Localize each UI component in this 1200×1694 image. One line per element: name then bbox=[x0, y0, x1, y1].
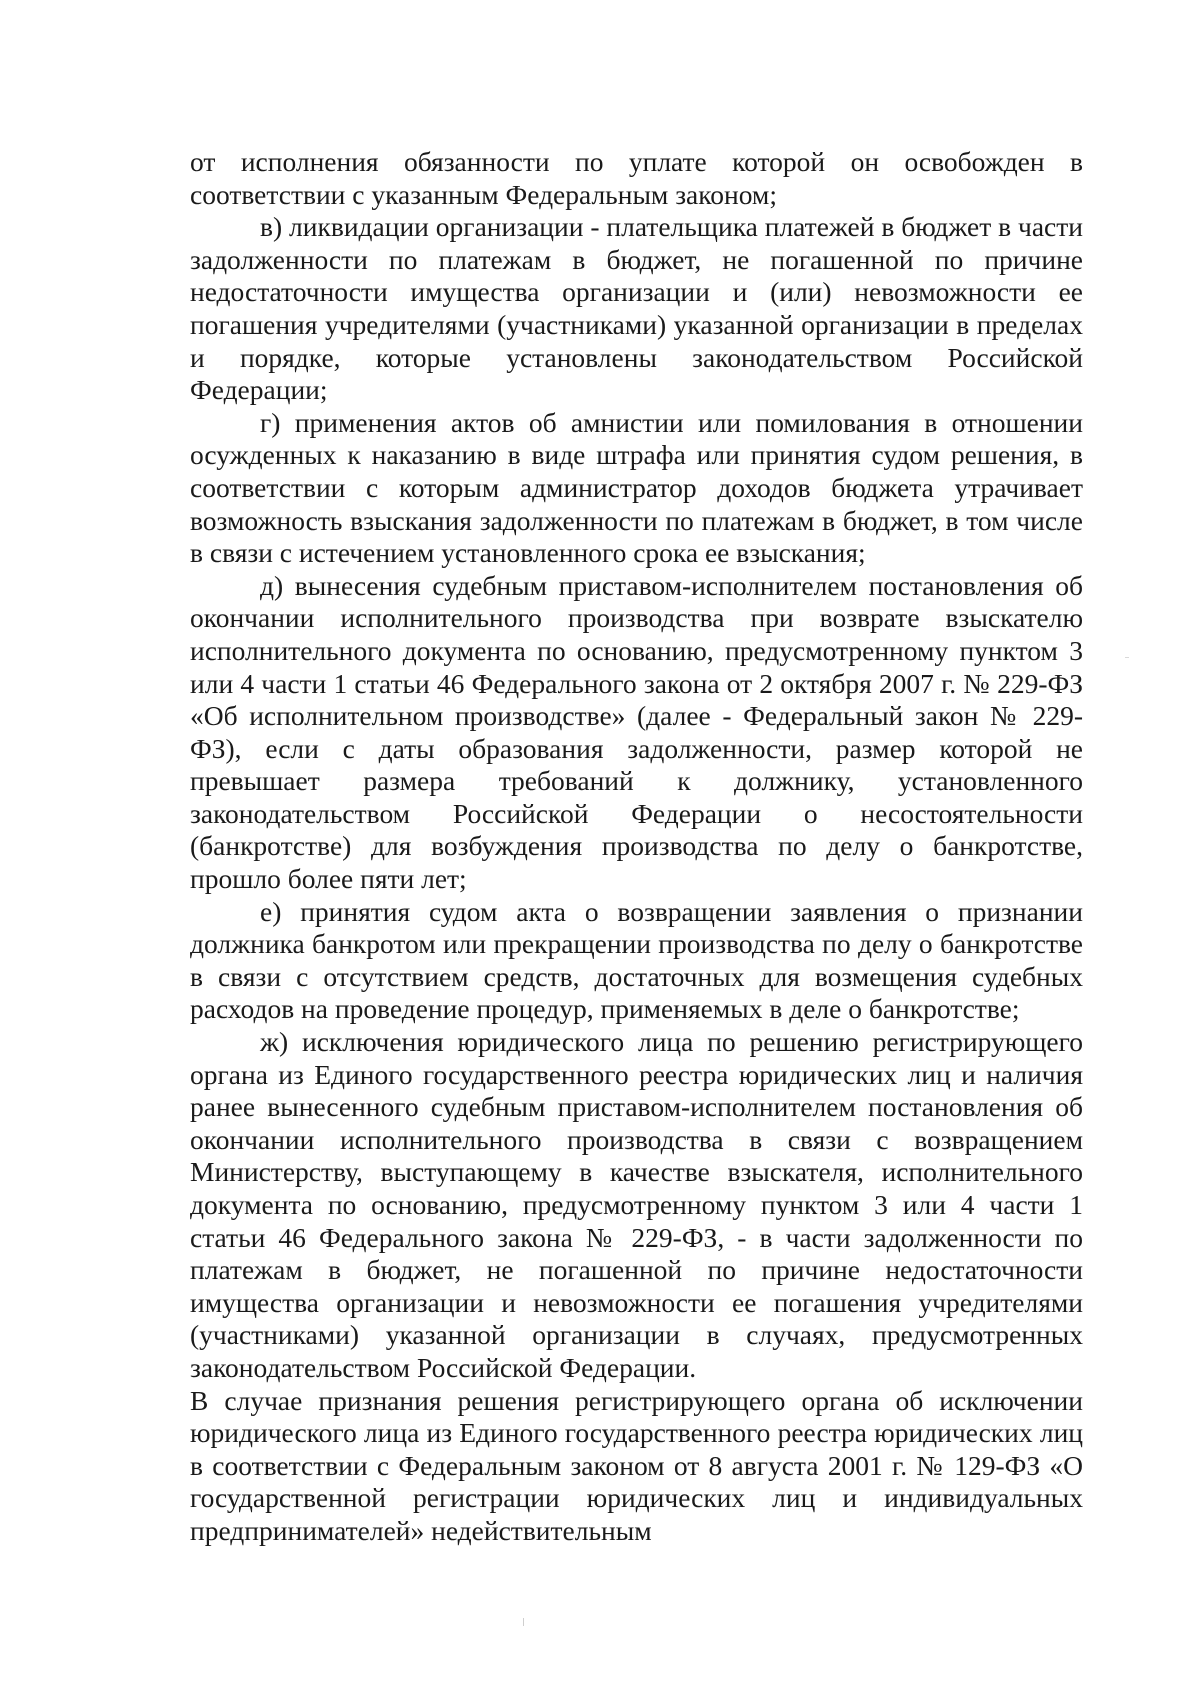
paragraph-item-v: в) ликвидации организации - плательщика платежей в бюджет в части задолженности по платежам в бюджет, не погашенной по причине недостаточности имущества организации и (или) невозможности ее погашения учредителями (участниками) указанной организации в пределах и порядке, которые установлены законодательством Российской Федерации; bbox=[190, 211, 1083, 406]
paragraph-item-e: е) принятия судом акта о возвращении заявления о признании должника банкротом или прекращении производства по делу о банкротстве в связи с отсутствием средств, достаточных для возмещения судебных расходов на проведение процедур, применяемых в деле о банкротстве; bbox=[190, 895, 1083, 1025]
scan-artifact-mark bbox=[1125, 657, 1129, 658]
paragraph-item-g: г) применения актов об амнистии или помилования в отношении осужденных к наказанию в виде штрафа или принятия судом решения, в соответствии с которым администратор доходов бюджета утрачивает возможность взыскания задолженности по платежам в бюджет, в том числе в связи с истечением установленного срока ее взыскания; bbox=[190, 406, 1083, 569]
paragraph-item-d: д) вынесения судебным приставом-исполнителем постановления об окончании исполнительного производства при возврате взыскателю исполнительного документа по основанию, предусмотренному пунктом 3 или 4 части 1 статьи 46 Федерального закона от 2 октября 2007 г. № 229-ФЗ «Об исполнительном производстве» (далее - Федеральный закон № 229-ФЗ), если с даты образования задолженности, размер которой не превышает размера требований к должнику, установленного законодательством Российской Федерации о несостоятельности (банкротстве) для возбуждения производства по делу о банкротстве, прошло более пяти лет; bbox=[190, 569, 1083, 895]
scan-artifact-dot bbox=[523, 1618, 524, 1626]
paragraph-final: В случае признания решения регистрирующего органа об исключении юридического лица из Единого государственного реестра юридических лиц в соответствии с Федеральным законом от 8 августа 2001 г. № 129-ФЗ «О государственной регистрации юридических лиц и индивидуальных предпринимателей» недействительным bbox=[190, 1384, 1083, 1546]
document-body bbox=[190, 146, 1083, 1548]
paragraph-item-zh: ж) исключения юридического лица по решению регистрирующего органа из Единого государственного реестра юридических лиц и наличия ранее вынесенного судебным приставом-исполнителем постановления об окончании исполнительного производства в связи с возвращением Министерству, выступающему в качестве взыскателя, исполнительного документа по основанию, предусмотренному пунктом 3 или 4 части 1 статьи 46 Федерального закона № 229-ФЗ, - в части задолженности по платежам в бюджет, не погашенной по причине недостаточности имущества организации и невозможности ее погашения учредителями (участниками) указанной организации в случаях, предусмотренных законодательством Российской Федерации. bbox=[190, 1026, 1083, 1383]
paragraph-continuation: от исполнения обязанности по уплате которой он освобожден в соответствии с указанным Федеральным законом; bbox=[190, 146, 1083, 210]
